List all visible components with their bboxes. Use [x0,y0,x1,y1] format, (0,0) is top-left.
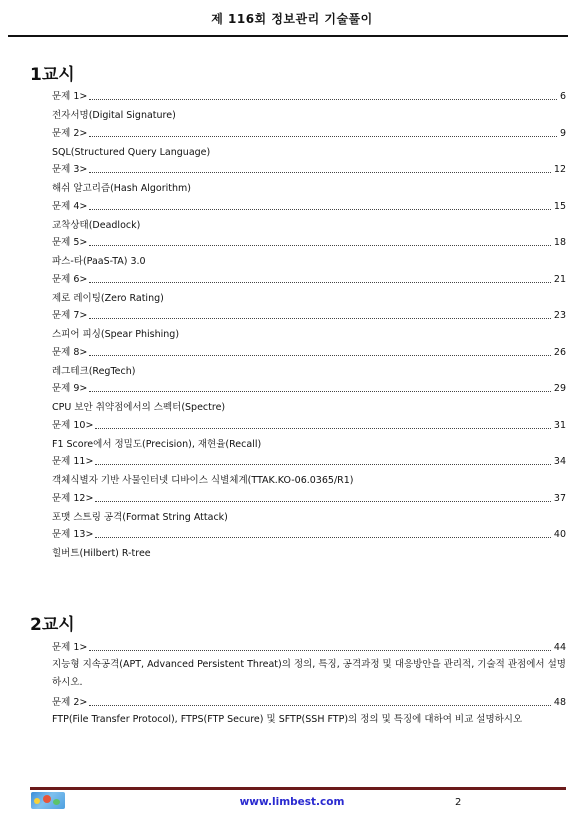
footer-rule [30,787,566,790]
toc-entry-label: 문제 7> [52,310,88,321]
toc-entry-page: 31 [553,419,566,431]
toc-entry[interactable] [52,640,566,654]
toc-entry-label: 문제 8> [52,346,88,358]
toc-entry-label: 문제 3> [52,164,88,175]
toc-leader-dots [89,172,551,173]
toc-entry-title: 해쉬 알고리즘(Hash Algorithm) [52,183,191,194]
toc-entry[interactable] [52,89,566,103]
toc-entry-page: 37 [553,492,566,504]
toc-entry[interactable] [52,454,566,468]
toc-entry-page: 29 [553,383,566,394]
section-title-1: 1교시 [30,65,75,85]
document-header-title: 제 116회 정보관리 기술풀이 [211,12,373,26]
toc-entry-label: 문제 5> [52,237,88,248]
toc-entry-title: 제로 레이팅(Zero Rating) [52,292,164,304]
header-rule [8,35,568,37]
toc-entry-title: 지능형 지속공격(APT, Advanced Persistent Threat)의 정의, 특징, 공격과정 및 대응방안을 관리적, 기술적 관점에서 설명하시오. [52,659,566,688]
toc-entry[interactable] [52,418,566,432]
toc-entry-page: 26 [553,346,566,358]
toc-entry-title: 객체식별자 기반 사물인터넷 디바이스 식별체계(TTAK.KO-06.0365/R1) [52,475,354,486]
toc-entry-title: 교착상태(Deadlock) [52,219,141,231]
footer-site-link[interactable]: www.limbest.com [239,796,345,808]
toc-entry[interactable] [52,527,566,541]
toc-entry-page: 40 [553,529,566,540]
toc-entry-page: 34 [553,456,566,467]
toc-entry-page: 18 [553,237,566,248]
footer-page-number: 2 [455,797,462,808]
toc-entry[interactable] [52,308,566,322]
toc-entry-title: 스피어 피싱(Spear Phishing) [52,329,180,340]
toc-entry-page: 9 [559,127,566,139]
toc-entry[interactable] [52,162,566,176]
toc-leader-dots [89,650,551,651]
toc-entry-page: 6 [559,91,566,102]
toc-entry[interactable] [52,345,566,359]
toc-entry-label: 문제 13> [52,529,94,540]
toc-leader-dots [89,282,551,283]
toc-entry-label: 문제 9> [52,383,88,394]
toc-entry[interactable] [52,199,566,213]
toc-leader-dots [89,705,551,706]
toc-entry-title: F1 Score에서 정밀도(Precision), 재현율(Recall) [52,438,262,450]
toc-entry-page: 44 [553,642,566,653]
toc-entry[interactable] [52,126,566,140]
toc-entry[interactable] [52,695,566,709]
toc-entry[interactable] [52,381,566,395]
toc-entry-page: 12 [553,164,566,175]
toc-entry-title: FTP(File Transfer Protocol), FTPS(FTP Secure) 및 SFTP(SSH FTP)의 정의 및 특징에 대하여 비교 설명하시오 [52,714,523,725]
toc-entry-title: CPU 보안 취약점에서의 스펙터(Spectre) [52,402,226,413]
toc-entry-label: 문제 10> [52,419,94,431]
toc-entry-title: 레그테크(RegTech) [52,365,136,377]
toc-entry-page: 48 [553,697,566,708]
toc-entry-title: 전자서명(Digital Signature) [52,110,176,121]
toc-leader-dots [89,391,551,392]
toc-leader-dots [95,537,550,538]
toc-entry-title: 힐버트(Hilbert) R-tree [52,548,151,559]
toc-entry[interactable] [52,272,566,286]
toc-leader-dots [89,245,551,246]
toc-entry-page: 23 [553,310,566,321]
toc-entry-title: SQL(Structured Query Language) [52,146,211,158]
toc-leader-dots [89,99,557,100]
toc-entry-label: 문제 12> [52,492,94,504]
toc-entry-title: 파스-타(PaaS-TA) 3.0 [52,256,146,267]
toc-entry-label: 문제 1> [52,642,88,653]
toc-leader-dots [89,136,557,137]
toc-leader-dots [89,209,551,210]
toc-entry-label: 문제 11> [52,456,94,467]
toc-entry-label: 문제 2> [52,127,88,139]
toc-entry[interactable] [52,491,566,505]
toc-entry-title: 포맷 스트링 공격(Format String Attack) [52,511,228,523]
toc-leader-dots [95,464,550,465]
toc-entry-label: 문제 6> [52,273,88,285]
toc-entry-label: 문제 4> [52,200,88,212]
toc-entry-page: 15 [553,200,566,212]
toc-leader-dots [89,355,551,356]
toc-entry-label: 문제 2> [52,697,88,708]
toc-entry[interactable] [52,235,566,249]
toc-leader-dots [95,428,550,429]
toc-entry-page: 21 [553,273,566,285]
toc-leader-dots [89,318,551,319]
toc-entry-label: 문제 1> [52,91,88,102]
section-title-2: 2교시 [30,615,75,635]
toc-leader-dots [95,501,550,502]
